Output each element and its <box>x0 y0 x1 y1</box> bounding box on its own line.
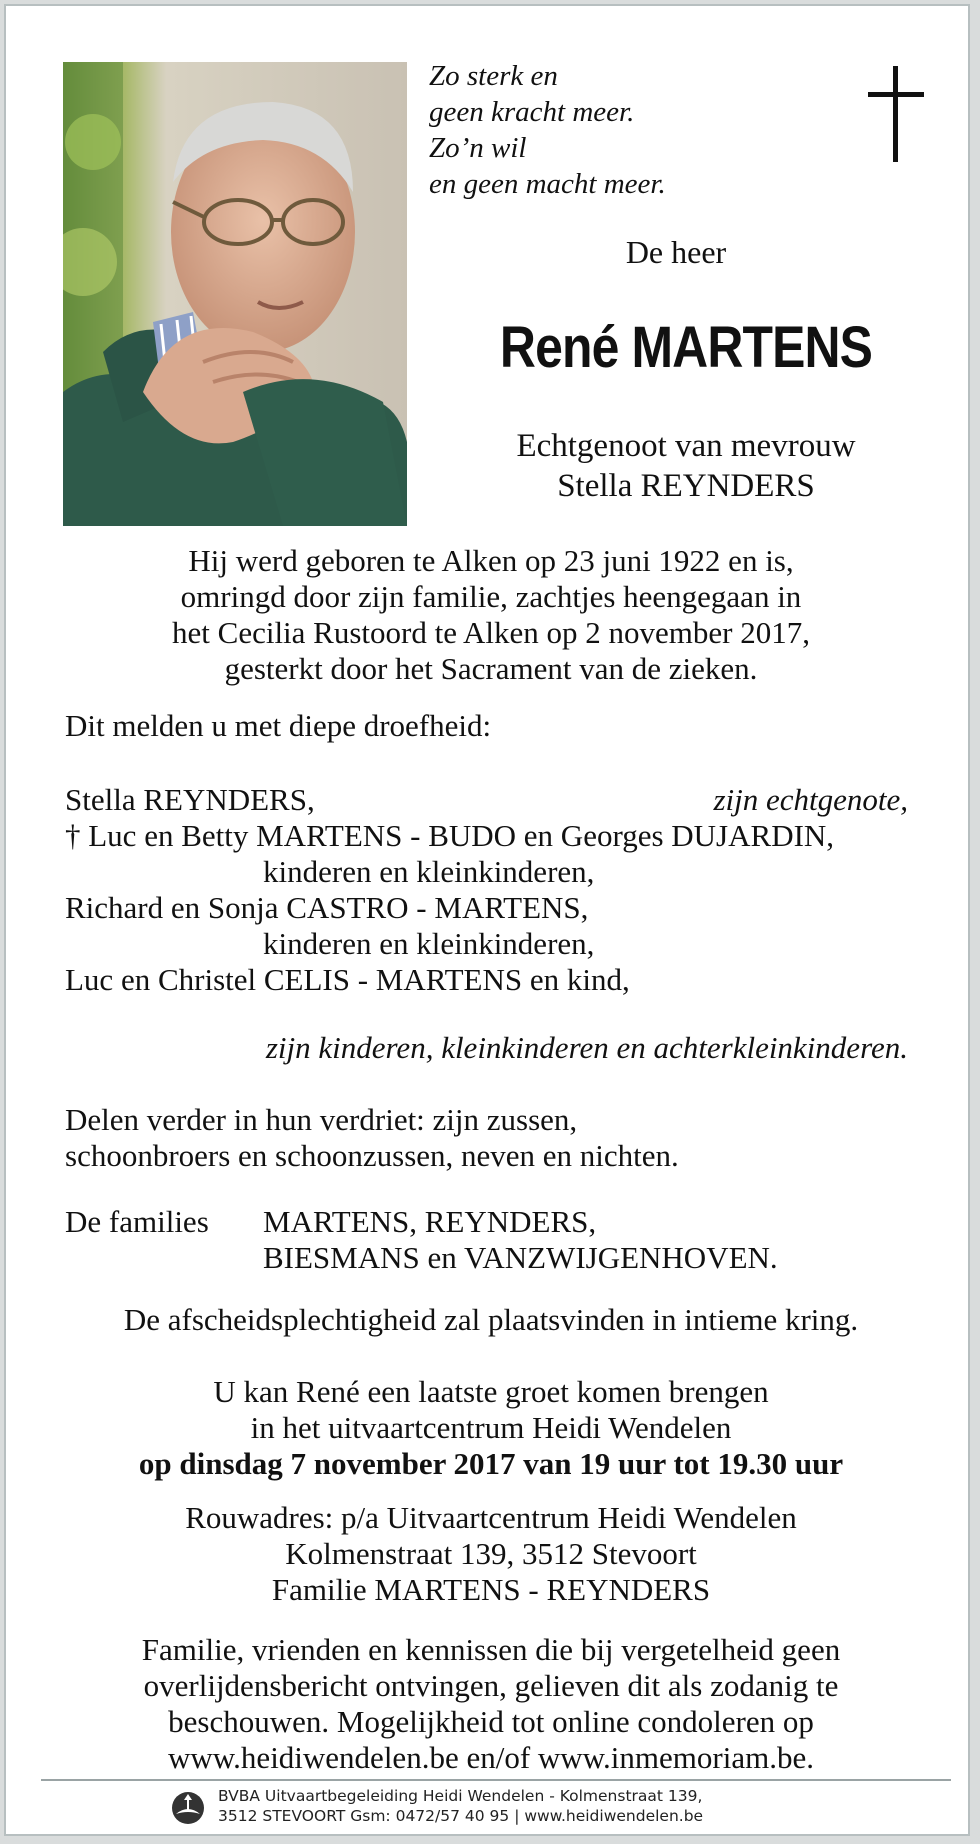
address-paragraph <box>46 1500 936 1608</box>
visit-line: in het uitvaartcentrum Heidi Wendelen <box>250 1410 732 1445</box>
announcement: Dit melden u met diepe droefheid: <box>65 708 492 743</box>
spouse-info <box>436 426 936 506</box>
visit-line: U kan René een laatste groet komen brengen <box>213 1374 769 1409</box>
family-spouse-role: zijn echtgenote, <box>713 782 908 817</box>
families-label: De families <box>65 1204 209 1239</box>
address-line: Rouwadres: p/a Uitvaartcentrum Heidi Wendelen <box>185 1500 797 1535</box>
cross-icon <box>868 66 924 167</box>
closing-line: www.heidiwendelen.be en/of www.inmemoriam.be. <box>168 1740 814 1775</box>
footer-info <box>218 1786 703 1826</box>
poem-line: en geen macht meer. <box>429 168 666 200</box>
deceased-name: René MARTENS <box>499 315 873 380</box>
closing-paragraph <box>46 1632 936 1776</box>
family-line: Richard en Sonja CASTRO - MARTENS, <box>65 890 589 925</box>
share-paragraph <box>65 1102 679 1174</box>
spouse-line: Stella REYNDERS <box>557 468 815 504</box>
poem-line: Zo’n wil <box>429 132 527 164</box>
family-line: † Luc en Betty MARTENS - BUDO en Georges DUJARDIN, <box>65 818 835 853</box>
obituary-card <box>4 4 970 1836</box>
closing-line: beschouwen. Mogelijkheid tot online condoleren op <box>168 1704 814 1739</box>
birth-line: gesterkt door het Sacrament van de zieken. <box>224 651 758 686</box>
spouse-line: Echtgenoot van mevrouw <box>516 428 856 464</box>
poem-line: Zo sterk en <box>429 60 558 92</box>
salutation: De heer <box>625 234 727 270</box>
footer-divider <box>41 1779 951 1781</box>
families-line: BIESMANS en VANZWIJGENHOVEN. <box>263 1240 778 1275</box>
footer-line: BVBA Uitvaartbegeleiding Heidi Wendelen - Kolmenstraat 139, <box>218 1787 703 1805</box>
share-line: schoonbroers en schoonzussen, neven en nichten. <box>65 1138 679 1173</box>
ceremony: De afscheidsplechtigheid zal plaatsvinden in intieme kring. <box>123 1302 859 1337</box>
footer-line: 3512 STEVOORT Gsm: 0472/57 40 95 | www.heidiwendelen.be <box>218 1807 704 1825</box>
family-subline: kinderen en kleinkinderen, <box>263 854 595 889</box>
closing-line: overlijdensbericht ontvingen, gelieven dit als zodanig te <box>143 1668 839 1703</box>
children-role: zijn kinderen, kleinkinderen en achterkleinkinderen. <box>265 1030 908 1065</box>
portrait-illustration <box>63 62 407 526</box>
funeral-home-logo-icon <box>170 1790 206 1831</box>
birth-line: Hij werd geboren te Alken op 23 juni 1922 en is, <box>188 543 794 578</box>
families-line: MARTENS, REYNDERS, <box>263 1204 597 1239</box>
closing-line: Familie, vrienden en kennissen die bij vergetelheid geen <box>141 1632 841 1667</box>
family-line: Luc en Christel CELIS - MARTENS en kind, <box>65 962 630 997</box>
address-line: Kolmenstraat 139, 3512 Stevoort <box>285 1536 697 1571</box>
address-line: Familie MARTENS - REYNDERS <box>271 1572 711 1607</box>
poem-line: geen kracht meer. <box>429 96 635 128</box>
share-line: Delen verder in hun verdriet: zijn zussen, <box>65 1102 578 1137</box>
birth-paragraph <box>46 543 936 687</box>
birth-line: het Cecilia Rustoord te Alken op 2 november 2017, <box>172 615 810 650</box>
poem <box>429 58 666 202</box>
visit-paragraph <box>46 1374 936 1482</box>
family-spouse-line: Stella REYNDERS, <box>65 782 315 817</box>
portrait-photo <box>63 62 407 526</box>
visit-time: op dinsdag 7 november 2017 van 19 uur tot 19.30 uur <box>138 1446 844 1481</box>
birth-line: omringd door zijn familie, zachtjes heengegaan in <box>180 579 802 614</box>
family-subline: kinderen en kleinkinderen, <box>263 926 595 961</box>
